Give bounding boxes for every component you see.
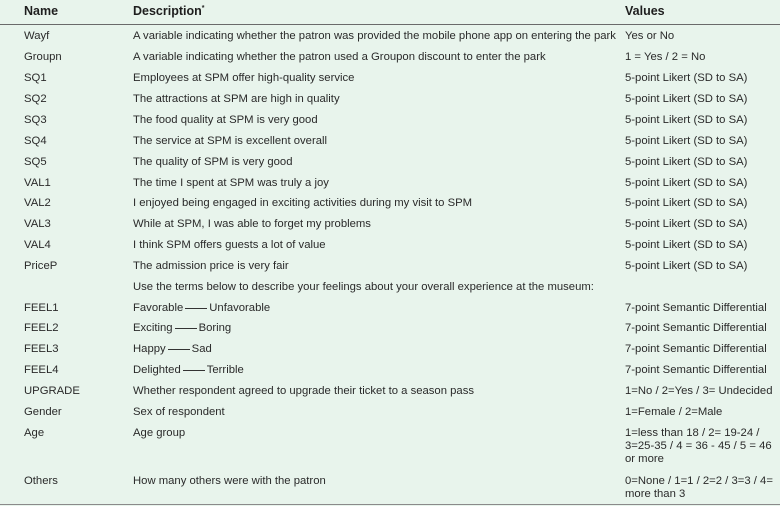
row-name: Others [24,475,58,487]
row-values: Yes or No [625,30,675,42]
row-description: Use the terms below to describe your feelings about your overall experience at the museum: [133,281,594,293]
row-name: Wayf [24,30,50,42]
row-name: Age [24,427,45,439]
row-values: 1 = Yes / 2 = No [625,51,706,63]
header-description: Description* [133,4,205,18]
row-name: SQ3 [24,114,47,126]
footnote-mark: * [201,4,205,12]
row-values: 1=Female / 2=Male [625,406,723,418]
row-description [133,302,270,315]
row-name: SQ1 [24,72,47,84]
row-description: I think SPM offers guests a lot of value [133,239,326,251]
row-values: 5-point Likert (SD to SA) [625,239,748,251]
differential-right-term: Terrible [206,364,244,376]
row-description: How many others were with the patron [133,475,326,487]
row-name: SQ5 [24,156,47,168]
row-description: Sex of respondent [133,406,225,418]
row-description: A variable indicating whether the patron was provided the mobile phone app on entering the park [133,30,616,42]
row-name: VAL1 [24,177,51,189]
differential-left-term: Delighted [133,364,181,376]
differential-dash [183,370,205,371]
differential-left-term: Exciting [133,322,173,334]
row-values: 5-point Likert (SD to SA) [625,135,748,147]
row-description: Age group [133,427,186,439]
differential-dash [168,349,190,350]
row-name: FEEL1 [24,302,59,314]
row-description [133,322,231,335]
row-name: UPGRADE [24,385,80,397]
row-name: FEEL3 [24,343,59,355]
row-values: 5-point Likert (SD to SA) [625,93,748,105]
row-values: 1=less than 18 / 2= 19-24 / 3=25-35 / 4 = 36 - 45 / 5 = 46 or more [625,427,772,465]
row-values: 0=None / 1=1 / 2=2 / 3=3 / 4= more than 3 [625,475,773,500]
row-description: The service at SPM is excellent overall [133,135,328,147]
row-description [133,364,244,377]
row-name: Gender [24,406,62,418]
row-name: SQ4 [24,135,47,147]
header-values: Values [625,4,665,18]
row-values: 5-point Likert (SD to SA) [625,156,748,168]
row-values: 5-point Likert (SD to SA) [625,197,748,209]
row-name: FEEL4 [24,364,59,376]
row-values: 7-point Semantic Differential [625,302,767,314]
differential-right-term: Unfavorable [209,302,271,314]
row-description: A variable indicating whether the patron used a Groupon discount to enter the park [133,51,546,63]
row-name: Groupn [24,51,62,63]
row-name: VAL3 [24,218,51,230]
row-values: 5-point Likert (SD to SA) [625,218,748,230]
row-values: 5-point Likert (SD to SA) [625,114,748,126]
differential-right-term: Boring [198,322,232,334]
row-values: 5-point Likert (SD to SA) [625,260,748,272]
header-name: Name [24,4,59,18]
table-header [0,0,780,25]
row-description: The attractions at SPM are high in quality [133,93,340,105]
differential-right-term: Sad [191,343,212,355]
row-description: While at SPM, I was able to forget my problems [133,218,371,230]
row-name: VAL4 [24,239,51,251]
row-description: I enjoyed being engaged in exciting activities during my visit to SPM [133,197,473,209]
differential-left-term: Happy [133,343,166,355]
row-description: The admission price is very fair [133,260,289,272]
row-values: 5-point Likert (SD to SA) [625,72,748,84]
row-description: The quality of SPM is very good [133,156,293,168]
row-values: 1=No / 2=Yes / 3= Undecided [625,385,773,397]
differential-dash [175,328,197,329]
row-description: Whether respondent agreed to upgrade their ticket to a season pass [133,385,475,397]
row-values: 7-point Semantic Differential [625,343,767,355]
differential-left-term: Favorable [133,302,184,314]
row-name: SQ2 [24,93,47,105]
row-description: Employees at SPM offer high-quality service [133,72,355,84]
row-values: 7-point Semantic Differential [625,322,767,334]
row-values: 5-point Likert (SD to SA) [625,177,748,189]
row-name: VAL2 [24,197,51,209]
row-name: FEEL2 [24,322,59,334]
row-description: The time I spent at SPM was truly a joy [133,177,329,189]
row-description: The food quality at SPM is very good [133,114,318,126]
row-name: PriceP [24,260,58,272]
bottom-rule [0,504,780,505]
differential-dash [185,308,207,309]
row-description [133,343,212,356]
row-values: 7-point Semantic Differential [625,364,767,376]
